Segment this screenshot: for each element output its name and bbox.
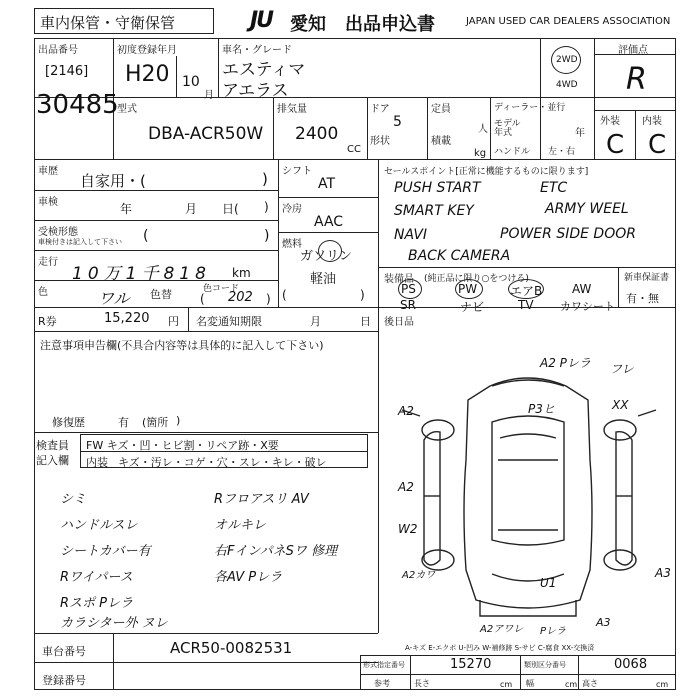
history-close: ): [262, 170, 268, 188]
lot-number: 30485: [36, 90, 119, 120]
equip-airbag: エアB: [510, 284, 543, 298]
inspector-label: 検査員: [36, 439, 69, 452]
repair-history-value: 有: [118, 416, 129, 429]
repair-history-label: 修復歴: [52, 416, 85, 429]
color-code-label: 色コード: [203, 284, 240, 294]
damage-mark-roof: P3ヒ: [528, 402, 555, 416]
storage-badge-text: 車内保管・守衛保管: [40, 14, 176, 32]
notes-label: 注意事項申告欄(不具合内容等は具体的に記入して下さい): [40, 339, 324, 352]
doors-value: 5: [393, 114, 402, 130]
sales-point-push-start: PUSH START: [394, 180, 481, 196]
registration-label: 登録番号: [42, 674, 86, 687]
notice-day-unit: 日: [360, 315, 371, 328]
load-unit: kg: [474, 148, 487, 159]
exterior-score-label: 外装: [600, 116, 620, 127]
damage-mark-right-middle: A2: [398, 480, 414, 494]
inspector-note-right-4: 各AV Pレラ: [214, 570, 283, 585]
inspection-label: 車検: [38, 197, 58, 208]
first-registration-label: 初度登録年月: [117, 45, 177, 56]
receipt-open: (: [143, 228, 149, 244]
history-label: 車歴: [38, 166, 58, 177]
length-label: 長さ: [414, 679, 430, 688]
car-grade: アエラス: [222, 81, 289, 101]
sales-point-army-weel: ARMY WEEL: [545, 201, 629, 217]
shift-label: シフト: [282, 166, 312, 177]
lot-sub-number: [2146]: [45, 64, 89, 79]
mileage-value: 10万1千818: [72, 264, 211, 284]
model-label: 型式: [117, 104, 137, 115]
score-value: R: [626, 62, 647, 97]
dealer-label: ディーラー・並行: [494, 103, 566, 113]
inspection-day-unit: 日(: [222, 202, 239, 216]
damage-mark-rear-left: A2カワ: [402, 570, 436, 581]
equipment-label: 装備品: [384, 274, 414, 285]
4wd-label: 4WD: [556, 80, 578, 90]
equip-pw: PW: [458, 282, 478, 296]
equipment-sub-label: (純正品に限り○をつける): [424, 274, 529, 284]
inspector-note-left-3: シートカバー有: [60, 544, 151, 559]
receipt-close: ): [264, 228, 270, 244]
sales-points-label: セールスポイント[正常に機能するものに限ります]: [384, 167, 589, 177]
inspector-note-left-6: カラシター外 ヌレ: [60, 616, 168, 631]
inspector-note-left-5: Rスポ Pレラ: [60, 596, 134, 611]
model-year-label: モデル年式: [494, 119, 521, 138]
inspector-note-right-3: 右FインパネSワ 修理: [214, 544, 337, 559]
fw-codes: FW キズ・凹・ヒビ割・リペア跡・X要: [86, 439, 279, 452]
rear-items-label: 後日品: [384, 317, 414, 328]
equip-navi: ナビ: [460, 300, 485, 314]
color-code-open: (: [200, 292, 205, 306]
sales-point-smart-key: SMART KEY: [394, 203, 474, 219]
recycle-value: 15,220: [104, 311, 150, 326]
car-name: エスティマ: [222, 60, 306, 80]
receipt-label: 受検形態: [38, 227, 78, 238]
inspection-year-unit: 年: [120, 202, 133, 216]
damage-mark-front-fure: フレ: [610, 362, 634, 376]
color-code-close: ): [266, 292, 271, 306]
color-change-label: 色替: [150, 288, 172, 301]
inspector-note-left-2: ハンドルスレ: [60, 518, 138, 533]
fuel-diesel: 軽油: [310, 272, 337, 287]
history-value: 自家用・(: [80, 172, 146, 190]
model-designation-label: 形式指定番号: [363, 661, 405, 669]
document-title: 出品申込書: [345, 14, 435, 35]
displacement-value: 2400: [295, 124, 339, 144]
handle-options: 左・右: [548, 147, 576, 157]
model-year-unit: 年: [575, 128, 585, 139]
damage-mark-left-middle: W2: [398, 522, 418, 536]
inspection-month-unit: 月: [185, 202, 198, 216]
equip-tv: TV: [518, 298, 534, 312]
lot-number-label: 出品番号: [38, 45, 78, 56]
interior-codes-label: 内装: [86, 456, 108, 469]
chassis-number: ACR50-0082531: [170, 639, 293, 657]
model-designation-value: 15270: [450, 657, 492, 672]
chassis-label: 車台番号: [42, 645, 86, 658]
interior-score-label: 内装: [642, 116, 662, 127]
ac-label: 冷房: [282, 204, 302, 215]
name-change-notice-label: 名変通知期限: [196, 315, 262, 328]
fuel-gasoline: ガソリン: [300, 249, 353, 264]
sales-point-etc: ETC: [540, 180, 568, 196]
recycle-unit: 円: [168, 315, 179, 328]
fuel-open: (: [282, 288, 287, 302]
equip-ps: PS: [401, 282, 416, 296]
damage-mark-xx: XX: [612, 398, 629, 412]
notice-month-unit: 月: [310, 315, 321, 328]
equip-leather-seat: カワシート: [560, 300, 615, 313]
guarantee-options: 有・無: [626, 292, 659, 305]
color-code-value: 202: [228, 290, 253, 305]
damage-mark-left-front: A2: [398, 404, 414, 418]
recycle-label: R券: [38, 315, 57, 328]
ju-logo-name: 愛知: [290, 14, 326, 35]
color-label: 色: [38, 287, 48, 298]
ac-value: AAC: [314, 214, 344, 230]
sales-point-power-side-door: POWER SIDE DOOR: [500, 226, 636, 242]
capacity-label: 定員: [431, 104, 451, 115]
reference-label: 参考: [374, 679, 390, 688]
new-car-guarantee-label: 新車保証書: [624, 273, 670, 283]
score-label: 評価点: [618, 45, 648, 56]
sales-point-back-camera: BACK CAMERA: [408, 248, 511, 264]
repair-history-close: ): [176, 414, 181, 427]
fuel-close: ): [360, 288, 365, 302]
damage-mark-rear-center: U1: [540, 576, 557, 590]
shift-value: AT: [318, 176, 336, 192]
first-registration-month-unit: 月: [204, 90, 214, 101]
shape-label: 形状: [370, 136, 390, 147]
equip-sr: SR: [400, 298, 416, 312]
exterior-score: C: [606, 130, 625, 160]
handle-label: ハンドル: [494, 147, 531, 157]
inspector-note-left-1: シミ: [60, 492, 87, 507]
interior-score: C: [648, 130, 667, 160]
repair-history-place: (箇所: [142, 416, 169, 429]
first-registration-month: 10: [182, 74, 200, 90]
association-name: JAPAN USED CAR DEALERS ASSOCIATION: [466, 16, 671, 27]
receipt-sub-label: 車検付きは記入して下さい: [38, 238, 122, 246]
car-name-label: 車名・グレード: [222, 45, 292, 56]
height-label: 高さ: [582, 679, 598, 688]
fuel-label: 燃料: [282, 239, 302, 250]
width-label: 幅: [526, 679, 534, 688]
inspector-note-right-1: Rフロアスリ AV: [214, 492, 309, 507]
inspector-note-left-4: Rワイパース: [60, 570, 133, 585]
damage-mark-front-a2: A2 Pレラ: [540, 356, 591, 370]
displacement-unit: CC: [347, 144, 361, 155]
category-label: 類別区分番号: [524, 661, 566, 669]
height-unit: cm: [656, 680, 669, 689]
category-value: 0068: [614, 657, 648, 672]
color-value: ワル: [98, 289, 130, 308]
inspector-note-right-2: オルキレ: [214, 518, 266, 533]
damage-mark-rear-bottom: A2アワレ: [480, 624, 524, 635]
equip-aw: AW: [572, 282, 592, 296]
doors-label: ドア: [370, 104, 390, 115]
load-label: 積載: [431, 136, 451, 147]
capacity-unit: 人: [478, 124, 488, 135]
damage-mark-rear-bottom-2: Pレラ: [540, 626, 567, 637]
mileage-label: 走行: [38, 257, 58, 268]
entry-column-label: 記入欄: [36, 454, 69, 467]
inspection-close: ): [264, 200, 269, 214]
mileage-unit: km: [232, 266, 251, 280]
width-unit: cm: [565, 680, 578, 689]
first-registration-year: H20: [125, 62, 170, 87]
2wd-label: 2WD: [556, 55, 578, 65]
interior-codes: キズ・汚レ・コゲ・穴・スレ・キレ・破レ: [118, 456, 327, 469]
displacement-label: 排気量: [277, 104, 307, 115]
damage-mark-right-rear: A3: [655, 566, 671, 580]
sales-point-navi: NAVI: [394, 227, 428, 243]
model-value: DBA-ACR50W: [148, 124, 264, 144]
damage-mark-rear-right-bottom: A3: [596, 616, 611, 629]
ju-logo-mark: JU: [250, 8, 273, 33]
length-unit: cm: [500, 680, 513, 689]
damage-legend: A-キズ E-エクボ U-凹み W-補修跡 S-サビ C-腐食 XX-交換済: [405, 644, 595, 652]
